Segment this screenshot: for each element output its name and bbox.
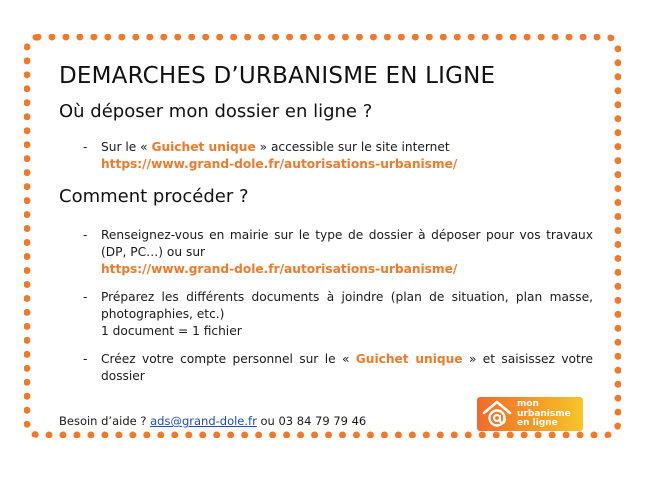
list-item-text: Renseignez-vous en mairie sur le type de dossier à déposer pour vos travaux (DP, PC…) ou sur bbox=[101, 228, 593, 259]
mon-urbanisme-logo bbox=[477, 397, 583, 431]
list-item-body bbox=[101, 289, 593, 340]
info-card bbox=[24, 34, 621, 438]
guichet-unique-highlight: Guichet unique bbox=[151, 140, 256, 154]
logo-line: mon bbox=[517, 399, 539, 409]
list-item-renseignez bbox=[83, 227, 593, 278]
list-item-body bbox=[101, 139, 593, 173]
list-dash: - bbox=[83, 140, 88, 154]
list-item-text: Sur le « bbox=[101, 140, 152, 154]
list-item-body bbox=[101, 227, 593, 278]
guichet-unique-highlight: Guichet unique bbox=[355, 352, 463, 366]
list-item-note: 1 document = 1 fichier bbox=[101, 324, 242, 338]
list-dash: - bbox=[83, 228, 88, 242]
list-item-text: Préparez les différents documents à joindre (plan de situation, plan masse, photographies, etc.) bbox=[101, 290, 593, 321]
list-item-text: Créez votre compte personnel sur le « bbox=[101, 352, 356, 366]
logo-text bbox=[517, 400, 571, 429]
email-link[interactable]: ads@grand-dole.fr bbox=[150, 414, 257, 428]
url-link[interactable]: https://www.grand-dole.fr/autorisations-urbanisme/ bbox=[101, 157, 458, 171]
list-item-body bbox=[101, 351, 593, 385]
list-dash: - bbox=[83, 290, 88, 304]
list-item-preparez bbox=[83, 289, 593, 340]
help-line bbox=[59, 414, 366, 428]
help-phone: ou 03 84 79 79 46 bbox=[256, 414, 367, 428]
url-link[interactable]: https://www.grand-dole.fr/autorisations-urbanisme/ bbox=[101, 262, 458, 276]
list-item-guichet bbox=[83, 139, 593, 173]
logo-line: en ligne bbox=[517, 418, 558, 428]
list-item-text: » et saisissez votre dossier bbox=[101, 352, 594, 383]
page-title: DEMARCHES D’URBANISME EN LIGNE bbox=[59, 63, 496, 89]
help-text: Besoin d’aide ? bbox=[59, 414, 151, 428]
logo-line: urbanisme bbox=[517, 408, 571, 419]
list-dash: - bbox=[83, 352, 88, 366]
section-heading-where: Où déposer mon dossier en ligne ? bbox=[59, 101, 373, 122]
section-heading-how: Comment procéder ? bbox=[59, 186, 249, 207]
list-item-creez bbox=[83, 351, 593, 385]
at-house-icon bbox=[481, 399, 513, 429]
list-item-text: » accessible sur le site internet bbox=[255, 140, 450, 154]
